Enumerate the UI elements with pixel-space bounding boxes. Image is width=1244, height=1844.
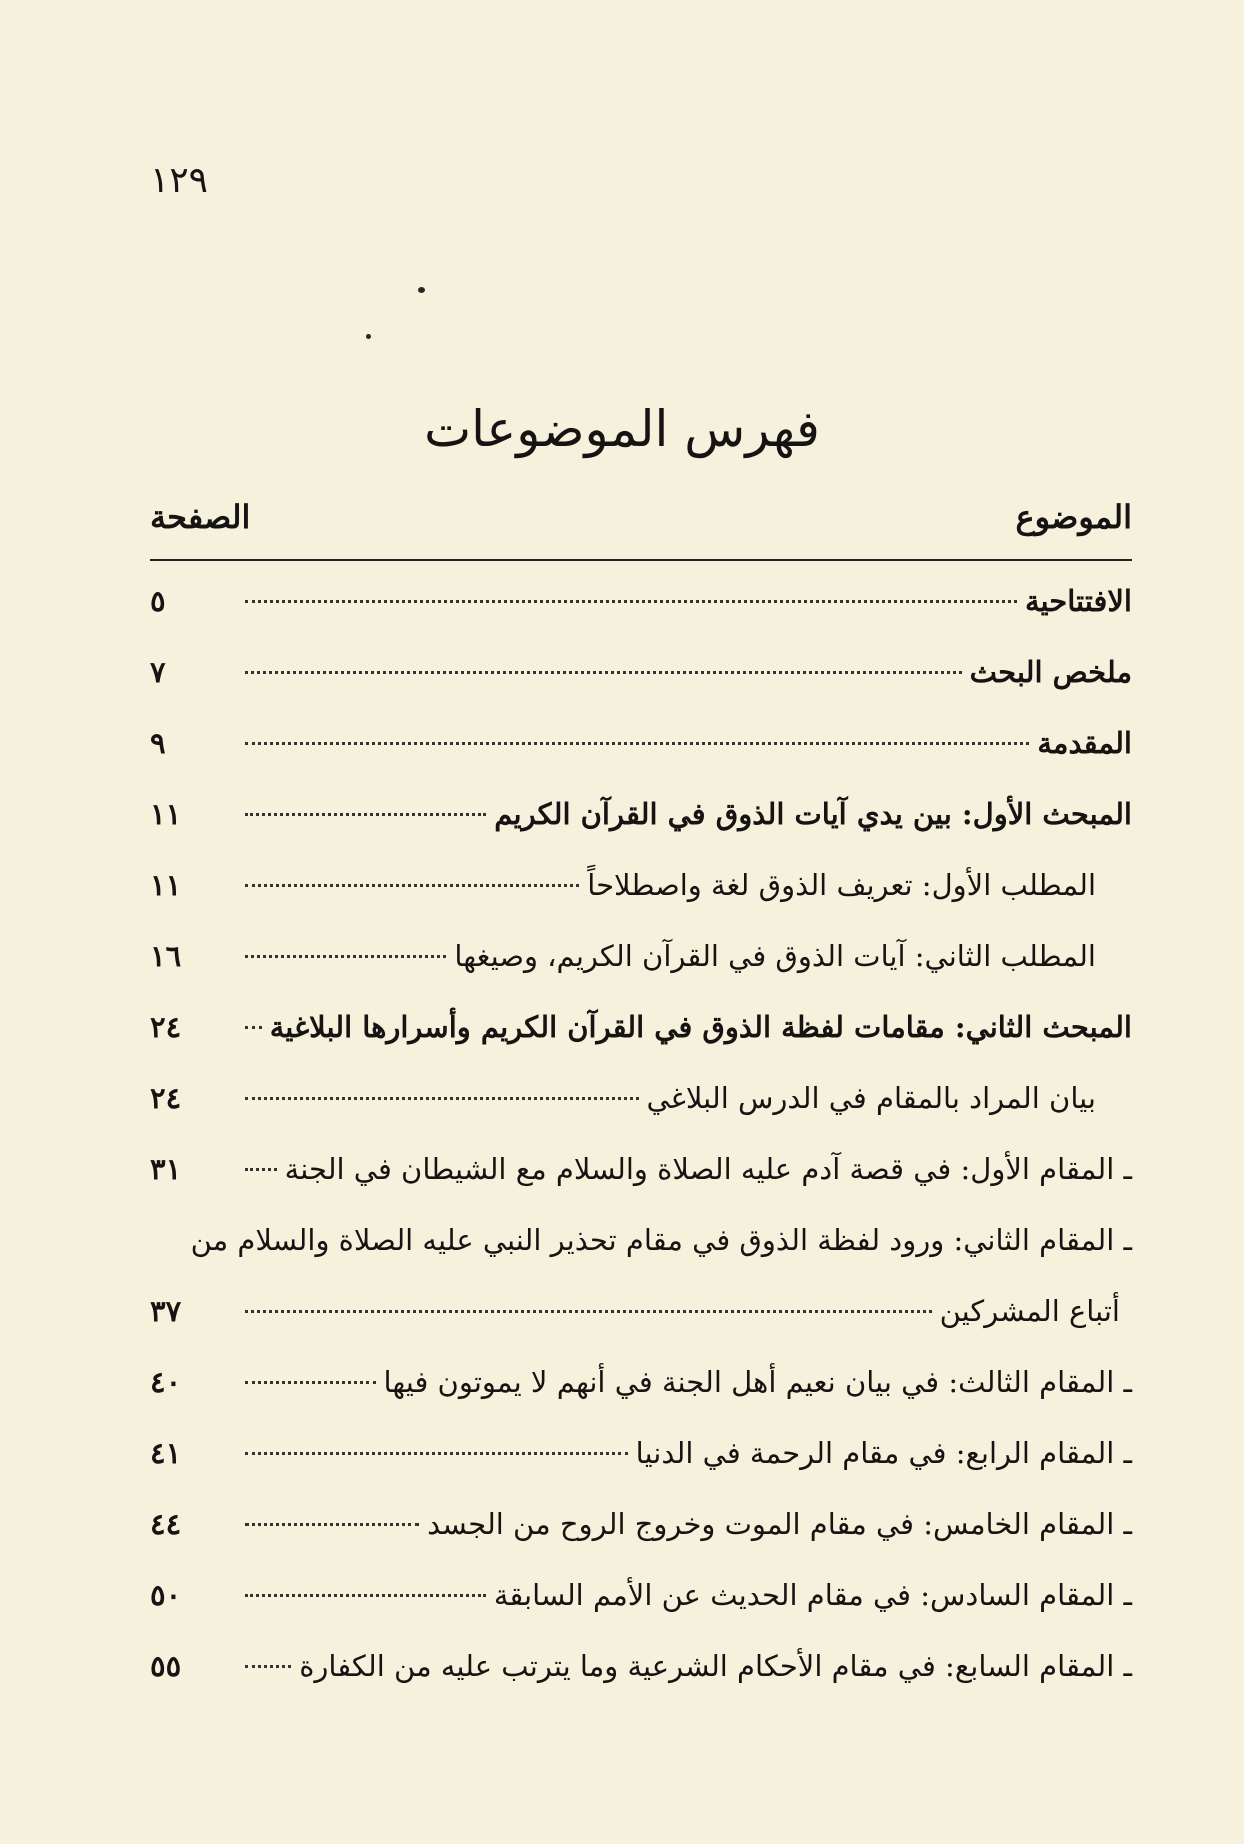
toc-entry: [150, 1067, 1132, 1138]
entry-title: ـ المقام السادس: في مقام الحديث عن الأمم السابقة: [493, 1578, 1132, 1612]
leader-dots: [245, 1026, 262, 1029]
table-of-contents: [150, 570, 1132, 1706]
entry-title: المبحث الأول: بين يدي آيات الذوق في القرآن الكريم: [494, 797, 1132, 831]
toc-entry: [150, 1564, 1132, 1635]
toc-entry: [150, 996, 1132, 1067]
entry-page-number: ٣٧: [150, 1294, 182, 1328]
entry-page-number: ١١: [150, 868, 182, 902]
page-title: فهرس الموضوعات: [424, 400, 820, 458]
leader-dots: [245, 1097, 639, 1100]
entry-title: بيان المراد بالمقام في الدرس البلاغي: [646, 1081, 1096, 1115]
entry-page-number: ٩: [150, 726, 166, 760]
entry-page-number: ٢٤: [150, 1010, 182, 1044]
leader-dots: [245, 955, 446, 958]
leader-dots: [245, 813, 486, 816]
leader-dots: [245, 671, 962, 674]
entry-page-number: ٣١: [150, 1152, 182, 1186]
entry-page-number: ٢٤: [150, 1081, 182, 1115]
toc-entry-continuation: [150, 1280, 1132, 1351]
entry-page-number: ٤٠: [150, 1365, 182, 1399]
entry-title: الافتتاحية: [1024, 584, 1132, 618]
toc-entry: [150, 641, 1132, 712]
toc-entry: [150, 570, 1132, 641]
entry-title: ـ المقام الرابع: في مقام الرحمة في الدنيا: [635, 1436, 1132, 1470]
entry-title: ـ المقام الخامس: في مقام الموت وخروج الروح من الجسد: [427, 1507, 1132, 1541]
topic-column-header: الموضوع: [1015, 498, 1132, 536]
entry-page-number: ١١: [150, 797, 182, 831]
entry-title: ـ المقام الثاني: ورود لفظة الذوق في مقام تحذير النبي عليه الصلاة والسلام من: [190, 1223, 1132, 1257]
toc-entry: [150, 1635, 1132, 1706]
entry-title: المقدمة: [1037, 726, 1132, 760]
header-rule: [150, 559, 1132, 561]
entry-page-number: ٤٤: [150, 1507, 182, 1541]
entry-title: ملخص البحث: [969, 655, 1132, 689]
toc-entry: [150, 1493, 1132, 1564]
leader-dots: [245, 884, 579, 887]
toc-entry: [150, 1138, 1132, 1209]
entry-page-number: ٥٥: [150, 1649, 182, 1683]
toc-entry: [150, 1209, 1132, 1280]
leader-dots: [245, 1594, 486, 1597]
leader-dots: [245, 742, 1029, 745]
leader-dots: [245, 600, 1017, 603]
entry-title: المطلب الأول: تعريف الذوق لغة واصطلاحاً: [587, 868, 1096, 902]
toc-entry: [150, 1351, 1132, 1422]
entry-page-number: ١٦: [150, 939, 182, 973]
toc-entry: [150, 854, 1132, 925]
entry-page-number: ٥٠: [150, 1578, 182, 1612]
entry-title-continuation: أتباع المشركين: [939, 1294, 1120, 1328]
toc-entry: [150, 1422, 1132, 1493]
entry-title: المطلب الثاني: آيات الذوق في القرآن الكريم، وصيغها: [454, 939, 1096, 973]
entry-title: ـ المقام الثالث: في بيان نعيم أهل الجنة في أنهم لا يموتون فيها: [383, 1365, 1132, 1399]
page-number: ١٢٩: [150, 160, 209, 201]
entry-page-number: ٥: [150, 584, 166, 618]
entry-title: المبحث الثاني: مقامات لفظة الذوق في القرآن الكريم وأسرارها البلاغية: [269, 1010, 1132, 1044]
ink-speck: [418, 287, 425, 293]
leader-dots: [245, 1665, 291, 1668]
leader-dots: [245, 1310, 932, 1313]
leader-dots: [245, 1523, 419, 1526]
page-column-header: الصفحة: [150, 498, 251, 536]
toc-entry: [150, 783, 1132, 854]
toc-entry: [150, 712, 1132, 783]
entry-title: ـ المقام السابع: في مقام الأحكام الشرعية وما يترتب عليه من الكفارة: [299, 1649, 1132, 1683]
toc-entry: [150, 925, 1132, 996]
entry-page-number: ٤١: [150, 1436, 182, 1470]
leader-dots: [245, 1381, 376, 1384]
ink-speck: [366, 334, 371, 339]
leader-dots: [245, 1452, 628, 1455]
entry-title: ـ المقام الأول: في قصة آدم عليه الصلاة والسلام مع الشيطان في الجنة: [284, 1152, 1132, 1186]
leader-dots: [245, 1168, 277, 1171]
entry-page-number: ٧: [150, 655, 166, 689]
